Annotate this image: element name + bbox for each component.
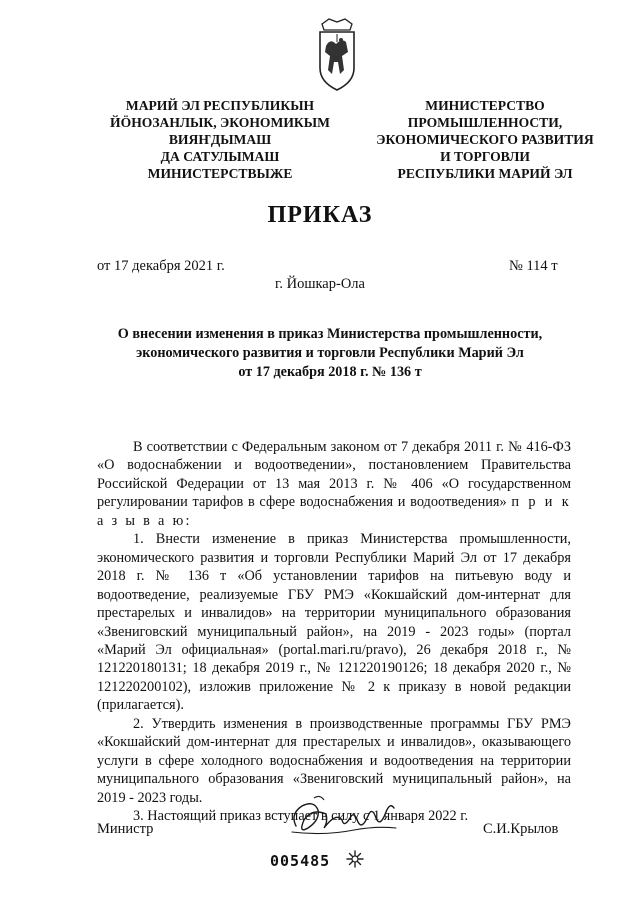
serial-number: 005485 (270, 852, 331, 870)
subject-line: от 17 декабря 2018 г. № 136 т (238, 364, 422, 380)
header-right-line: И ТОРГОВЛИ (440, 149, 530, 164)
header-left-marii (100, 97, 340, 182)
header-left-line: МАРИЙ ЭЛ РЕСПУБЛИКЫН (125, 98, 315, 113)
subject-line: экономического развития и торговли Республики Марий Эл (136, 345, 524, 361)
asterisk-mark-icon (344, 848, 366, 870)
order-word: п р и к а з ы в а ю: (97, 494, 571, 529)
paragraph-2: 2. Утвердить изменения в производственные программы ГБУ РМЭ «Кокшайский дом-интернат для престарелых и инвалидов», оказывающего услуги в сфере холодного водоснабжения и водоотведения на территории муниципального образования «Звениговский муниципальный район», на 2019 - 2023 годы. (97, 715, 571, 806)
header-right-russian (355, 97, 615, 182)
header-left-line: МИНИСТЕРСТВЫЖЕ (147, 166, 293, 181)
document-city: г. Йошкар-Ола (275, 276, 365, 292)
paragraph-3: 3. Настоящий приказ вступает в силу с 1 января 2022 г. (133, 808, 469, 825)
header-right-line: РЕСПУБЛИКИ МАРИЙ ЭЛ (397, 166, 573, 181)
header-left-line: ЙÖНОЗАНЛЫК, ЭКОНОМИКЫМ (110, 115, 330, 130)
document-title: ПРИКАЗ (267, 202, 373, 228)
document-date: от 17 декабря 2021 г. (97, 258, 225, 274)
document-number: № 114 т (509, 258, 558, 274)
header-left-line: ВИЯҤДЫМАШ (168, 132, 272, 147)
intro-text: В соответствии с Федеральным законом от 7 декабря 2011 г. № 416-ФЗ «О водоснабжении и водоотведении», постановлением Правительства Российской Федерации от 13 мая 2013 г. № 406 «О государственном регулировании тарифов в сфере водоснабжения и водоотведения» (97, 439, 571, 511)
document-body (97, 438, 571, 826)
header-right-line: МИНИСТЕРСТВО (425, 98, 545, 113)
signatory-name: С.И.Крылов (483, 821, 559, 837)
signature-icon (284, 792, 402, 844)
coat-of-arms-icon (316, 16, 358, 94)
signatory-position: Министр (97, 821, 154, 837)
header-right-line: ЭКОНОМИЧЕСКОГО РАЗВИТИЯ (376, 132, 594, 147)
header-left-line: ДА САТУЛЫМАШ (160, 149, 280, 164)
document-subject (80, 325, 580, 382)
intro-paragraph (97, 438, 571, 530)
handwritten-signature (284, 792, 402, 844)
header-right-line: ПРОМЫШЛЕННОСТИ, (407, 115, 563, 130)
subject-line: О внесении изменения в приказ Министерства промышленности, (117, 326, 543, 342)
paragraph-1: 1. Внести изменение в приказ Министерства промышленности, экономического развития и торговли Республики Марий Эл от 17 декабря 2018 г. № 136 т «Об установлении тарифов на питьевую воду и водоотведение, реализуемые ГБУ РМЭ «Кокшайский дом-интернат для престарелых и инвалидов» на территории муниципального образования «Звениговский муниципальный район», на 2019 - 2023 годы» (портал «Марий Эл официальная» (portal.mari.ru/pravo), 26 декабря 2018 г., № 121220180131; 18 декабря 2019 г., № 121220190126; 18 декабря 2020 г., № 121220200102), изложив приложение № 2 к приказу в новой редакции (прилагается). (97, 531, 571, 714)
coat-of-arms-emblem (316, 16, 358, 94)
